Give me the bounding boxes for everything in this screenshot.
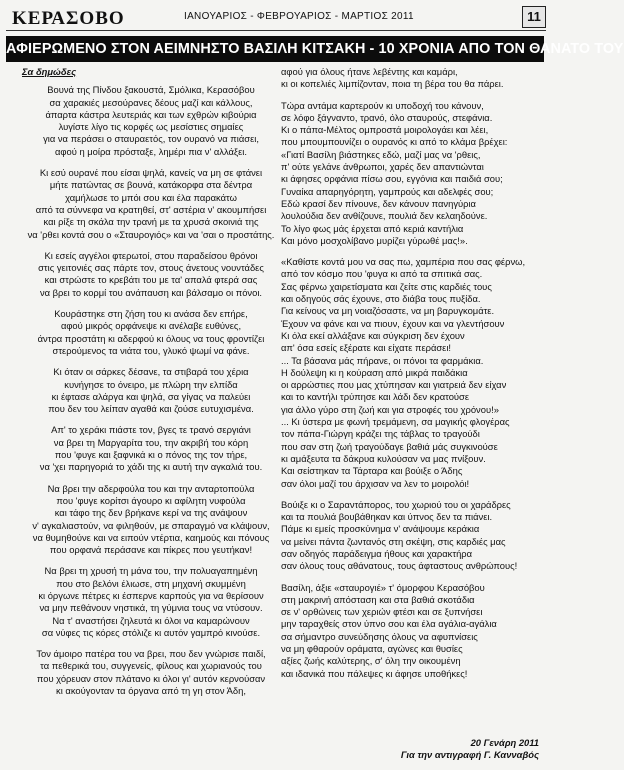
- poem-stanza: [22, 308, 280, 357]
- poem-line: και στρώστε το κρεβάτι του με τα' απαλά φτερά σας: [44, 274, 258, 286]
- poem-line: Κι όλα εκεί αλλάξανε και σύγκριση δεν έχουν: [281, 329, 465, 341]
- page-header: [6, 4, 546, 31]
- poem-line: ν' αγκαλιαστούν, να φιληθούν, με σπαραγμό να κλάψουν,: [32, 519, 270, 531]
- signature-author: Για την αντιγραφή Γ. Κανναβός: [400, 749, 539, 761]
- poem-stanza: [22, 84, 280, 158]
- poem-line: και τα πουλιά βουβάθηκαν και ύπνος δεν τα πιάνει.: [281, 511, 493, 523]
- poem-stanza: [22, 648, 280, 697]
- poem-line: να βρει τη Μαργαρίτα του, την ακριβή του κόρη: [53, 436, 249, 448]
- poem-column-right: [281, 66, 539, 689]
- poem-line: να μην πεθάνουν νηστικά, τη γύμνια τους να ντύσουν.: [39, 602, 263, 614]
- poem-line: τον πάπα-Γιώργη κράζει της τάβλας το τραγούδι: [281, 428, 480, 440]
- poem-line: Γυναίκα απαρηγόρητη, γαμπρούς και αδελφές σου;: [281, 185, 494, 197]
- poem-line: χαμήλωσε το μπόι σου και έλα παρακάτω: [65, 191, 237, 203]
- poem-line: σε ν' ορθώνεις των χεριών φτέσι και σε ξυπνήσει: [281, 606, 483, 618]
- poem-line: από τον κόσμο που 'φυγα κι από τα σπιτικά σας.: [281, 268, 483, 280]
- poem-line: ... Τα βάσανα μάς πήρανε, οι πόνοι τα φαρμάκια.: [281, 354, 484, 366]
- issue-date: ΙΑΝΟΥΑΡΙΟΣ - ΦΕΒΡΟΥΑΡΙΟΣ - ΜΑΡΤΙΟΣ 2011: [184, 11, 414, 22]
- poem-line: να μείνει πάντα ζωντανός στη σκέψη, στις καρδιές μας: [281, 535, 506, 547]
- poem-line: άντρα προστάτη κι αδερφού κι όλους να τους φροντίζει: [37, 332, 265, 344]
- poem-line: στις γειτονιές σας πάρτε τον, στους άνετους νουντάδες: [38, 262, 264, 274]
- poem-line: απ' όσα εσείς εξέρατε και είχατε περάσει!: [281, 342, 452, 354]
- poem-line: Να βρει την αδερφούλα του και την ανταρτοπούλα: [47, 482, 255, 494]
- poem-line: Πάμε κι εμείς προσκύνημα ν' ανάψουμε κεράκια: [281, 523, 480, 535]
- poem-stanza: [281, 66, 539, 91]
- poem-line: Κι ο πάπα-Μέλτος ομπροστά μοιρολογάει και λέει,: [281, 124, 489, 136]
- signature-block: [281, 737, 539, 762]
- poem-line: οι αρρώστιες που μας χτύπησαν και γιατρειά δεν είχαν: [281, 379, 507, 391]
- poem-line: «Γιατί Βασίλη βιάστηκες εδώ, μαζί μας να 'ρθεις,: [281, 148, 481, 160]
- poem-line: και το καντήλι τρύπησε και λάδι δεν κρατούσε: [281, 391, 470, 403]
- poem-line: Βασίλη, άξιε «σταυρογιέ» τ' όμορφου Κερασόβου: [281, 581, 485, 593]
- poem-line: και ιδανικά που πάλεψες κι άφησε υποθήκες!: [281, 667, 468, 679]
- poem-line: τα πεθερικά του, συγγενείς, φίλους και χωριανούς του: [40, 660, 262, 672]
- poem-stanza: [281, 499, 539, 573]
- poem-line: κι αμάξευτα τα δάκρυα κυλούσαν να μας πνίξουν.: [281, 452, 486, 464]
- poem-line: κι όργωνε πέτρες κι έσπερνε καρπούς για να θερίσουν: [38, 589, 264, 601]
- poem-line: που 'φυγε κορίτσι άγουρο κι αφίλητη νυφούλα: [56, 494, 246, 506]
- poem-line: σαν όλους τους αθάνατους, τους άφταστους ανθρώπους!: [281, 560, 518, 572]
- poem-line: αξίες ζωής καλύτερης, σ' όλη την οικουμένη: [281, 655, 461, 667]
- poem-line: Σας φέρνω χαιρετίσματα και ζείτε στις καρδιές τους: [281, 280, 492, 292]
- poem-stanza: [22, 167, 280, 241]
- poem-line: άπαρτα κάστρα λευτεριάς και των εχθρών κιβούρια: [45, 108, 257, 120]
- poem-line: σε λόφο ξάγναντο, τρανό, όλο σταυρούς, στεφάνια.: [281, 111, 493, 123]
- poem-line: σαν οδηγός παράδειγμα ήθους και χαρακτήρα: [281, 547, 473, 559]
- poem-line: για άλλο γύρο στη ζωή και για στροφές του χρόνου!»: [281, 403, 499, 415]
- poem-line: κι άφησες ορφάνια πίσω σου, εγγόνια και παιδιά σου;: [281, 173, 503, 185]
- poem-line: και οδηγούς σάς έχουνε, στο διάβα τους πυξίδα.: [281, 293, 481, 305]
- poem-stanza: [22, 483, 280, 557]
- poem-line: να 'ρθει κοντά σου ο «Σταυρογιός» και να 'σαι ο προστάτης.: [27, 228, 275, 240]
- poem-line: Βουνά της Πίνδου ξακουστά, Σμόλικα, Κερασόβου: [47, 84, 255, 96]
- poem-line: Κουράστηκε στη ζήση του κι ανάσα δεν επήρε,: [54, 308, 248, 320]
- poem-line: Κι εσύ ουρανέ που είσαι ψηλά, κανείς να μη σε φτάνει: [39, 167, 263, 179]
- poem-line: ... Κι ύστερα με φωνή τρεμάμενη, σα μαγικής φλογέρας: [281, 416, 510, 428]
- poem-line: που στο βελόνι έλιωσε, στη μηχανή σκυμμένη: [56, 577, 246, 589]
- poem-line: για να περάσει ο σταυραετός, τον ουρανό να πιάσει,: [43, 133, 259, 145]
- poem-line: Να τ' αναστήσει ζηλευτά κι όλοι να καμαρώνουν: [52, 614, 250, 626]
- page-number: 11: [522, 6, 546, 28]
- poem-stanza: [22, 424, 280, 473]
- poem-line: Και μόνο μοσχολίβανο μυρίζει γύρωθέ μας!».: [281, 234, 468, 246]
- poem-line: στερούμενος τα νιάτα του, γλυκό ψωμί να φάνε.: [52, 344, 250, 356]
- poem-line: αφού η μοίρα πρόσταξε, λημέρι πια ν' αλλάξει.: [55, 145, 247, 157]
- poem-line: αφού για όλους ήτανε λεβέντης και καμάρι,: [281, 66, 458, 77]
- poem-line: να θυμηθούνε και να ειπούν ντέρτια, καημούς και πόνους: [32, 531, 270, 543]
- poem-line: Για κείνους να μη νοιαζόσαστε, να μη βαρυγκομάτε.: [281, 305, 495, 317]
- poem-stanza: [22, 366, 280, 415]
- poem-line: σα χαρακιές μεσούρανες δέους μαζί και κάλλους,: [49, 96, 253, 108]
- poem-stanza: [22, 250, 280, 299]
- poem-line: που μπουμπουνίζει ο ουρανός κι από το κλάμα βρέχει:: [281, 136, 508, 148]
- newspaper-logo: ΚΕΡΑΣΟΒΟ: [12, 8, 125, 29]
- poem-line: Και σείστηκαν τα Τάρταρα και βούιξε ο Άδης: [281, 465, 463, 477]
- poem-line: μήτε πατώντας σε βουνά, κατάκορφα στα δέντρα: [49, 179, 253, 191]
- poem-line: λυγίστε λίγο τις κορφές ως μεσίστιες σημαίες: [58, 121, 244, 133]
- poem-stanza: [281, 100, 539, 248]
- poem-line: που σαν στη ζωή τραγούδαγε βαθιά μάς συγκινούσε: [281, 440, 498, 452]
- poem-line: κι ακούγονταν τα όργανα από τη γη στον Άδη,: [56, 685, 246, 697]
- poem-line: σαν όλοι μαζί του άρχισαν να λεν το μοιρολόι!: [281, 477, 470, 489]
- poem-line: κι έφτασε αλάργα και ψηλά, σα γίγας να παλεύει: [51, 390, 251, 402]
- poem-column-left: [22, 66, 280, 706]
- poem-line: να 'χει παρηγοριά το χάδι της κι αυτή την αγκαλιά του.: [39, 461, 263, 473]
- poem-line: σα σήμαντρο συνεύδησης όλους να αφυπνίσεις: [281, 630, 478, 642]
- poem-line: που χόρευαν στον πλάτανο κι όλοι γι' αυτόν κερνούσαν: [36, 672, 266, 684]
- poem-stanza: [22, 565, 280, 639]
- article-banner-title: ΑΦΙΕΡΩΜΕΝΟ ΣΤΟΝ ΑΕΙΜΝΗΣΤΟ ΒΑΣΙΛΗ ΚΙΤΣΑΚΗ - 10 ΧΡΟΝΙΑ ΑΠΟ ΤΟΝ ΘΑΝΑΤΟ ΤΟΥ: [6, 36, 544, 62]
- poem-line: στη μακρινή απόσταση και στα βαθιά σκοτάδια: [281, 593, 475, 605]
- poem-line: και τάφο της δεν βρήκανε κερί να της ανάψουν: [54, 507, 248, 519]
- poem-line: αφού μικρός ορφάνεψε κι ανέλαβε ευθύνες,: [60, 320, 242, 332]
- poem-line: Τώρα αντάμα καρτερούν κι υποδοχή του κάνουν,: [281, 99, 484, 111]
- poem-line: «Καθίστε κοντά μου να σας πω, χαμπέρια που σας φέρνω,: [281, 256, 526, 268]
- poem-line: Το λίγο φως μάς έρχεται από κεριά καντήλια: [281, 222, 464, 234]
- poem-line: από τα σύννεφα να κρατηθεί, στ' αστέρια ν' ακουμπήσει: [35, 203, 267, 215]
- poem-line: που δεν του λείπαν αγαθά και ζούσε ευτυχισμένα.: [48, 403, 254, 415]
- poem-subtitle: Σα δημώδες: [22, 66, 77, 77]
- poem-line: σα νύφες τις κόρες στόλιζε κι αυτόν γαμπρό κινούσε.: [41, 626, 261, 638]
- poem-line: Κι εσείς αγγέλοι φτερωτοί, στου παραδείσου θρόνοι: [44, 249, 258, 261]
- poem-line: να βρει το κορμί του ανάπαυση και βάλσαμο οι πόνοι.: [39, 286, 263, 298]
- poem-line: που 'φυγε και ξαφνικά κι ο πόνος της τον τήρε,: [54, 449, 248, 461]
- poem-line: Τον άμοιρο πατέρα του να βρει, που δεν γνώρισε παιδί,: [36, 648, 266, 660]
- poem-line: που ορφανά περάσανε και πίκρες που γευτήκαν!: [49, 544, 253, 556]
- poem-line: να μη φθαρούν οράματα, αγώνες και θυσίες: [281, 643, 463, 655]
- poem-line: μην ταραχθείς στον ύπνο σου και έλα αγάλια-αγάλια: [281, 618, 497, 630]
- poem-line: κι οι κοπελιές λιμπίζονταν, ποια τη βέρα του θα πάρει.: [281, 78, 504, 90]
- poem-line: π' ούτε γελάνε άνθρωποι, χαρές δεν απαντιώνται: [281, 161, 484, 173]
- poem-line: Βούιξε κι ο Σαραντάπορος, του χωριού του οι χαράδρες: [281, 498, 511, 510]
- poem-line: Εδώ κρασί δεν πίνουνε, δεν κάνουν πανηγύρια: [281, 197, 476, 209]
- poem-line: Να βρει τη χρυσή τη μάνα του, την πολυαγαπημένη: [44, 565, 258, 577]
- poem-line: Έχουν να φάνε και να πιουν, έχουν και να γλεντήσουν: [281, 317, 505, 329]
- poem-stanza: [281, 582, 539, 680]
- poem-line: Κι όταν οι σάρκες δέσανε, τα στιβαρά του χέρια: [53, 366, 249, 378]
- poem-line: Η δούλεψη κι η κούραση από μικρά παιδάκια: [281, 366, 468, 378]
- poem-stanza: [281, 256, 539, 490]
- signature-date: 20 Γενάρη 2011: [470, 737, 539, 748]
- poem-line: κυνήγησε το όνειρο, με πλώρη την ελπίδα: [64, 378, 238, 390]
- poem-line: Απ' το χεράκι πιάστε τον, βγες τε τρανό σεργιάνι: [51, 424, 251, 436]
- poem-line: λουλούδια δεν ανθίζουνε, πουλιά δεν κελαηδούνε.: [281, 210, 488, 222]
- poem-line: και ρίξε τη σκάλα την τρανή με τα χρυσά σκοινιά της: [43, 216, 259, 228]
